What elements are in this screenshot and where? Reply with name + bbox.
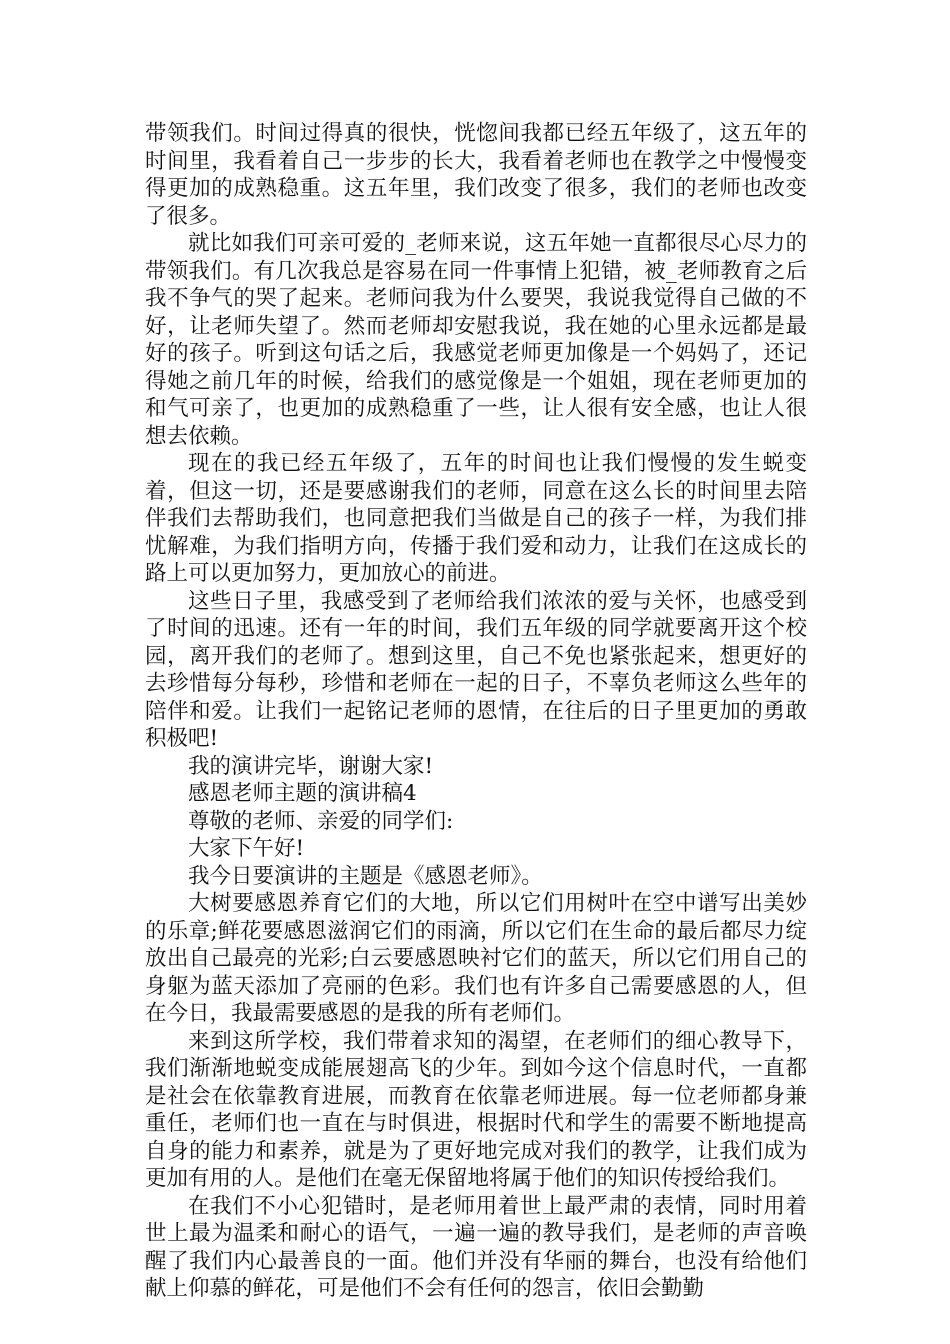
body-paragraph: 带领我们。时间过得真的很快，恍惚间我都已经五年级了，这五年的时间里，我看着自己一步步的长大，我看着老师也在教学之中慢慢变得更加的成熟稳重。这五年里，我们改变了很多，我们的老师也改变了很多。: [145, 121, 807, 229]
body-paragraph: 我今日要演讲的主题是《感恩老师》。: [188, 863, 543, 889]
body-paragraph: 大家下午好!: [188, 836, 305, 861]
body-paragraph: 感恩老师主题的演讲稿4: [188, 781, 417, 806]
body-paragraph: 来到这所学校，我们带着求知的渴望，在老师们的细心教导下，我们渐渐地蜕变成能展翅高飞的少年。到如今这个信息时代，一直都是社会在依靠教育进展，而教育在依靠老师进展。每一位老师都身兼重任，老师们也一直在与时俱进，根据时代和学生的需要不断地提高自身的能力和素养，就是为了更好地完成对我们的教学，让我们成为更加有用的人。是他们在毫无保留地将属于他们的知识传授给我们。: [145, 1028, 807, 1191]
document-body: [145, 120, 807, 1303]
body-paragraph: 就比如我们可亲可爱的_老师来说，这五年她一直都很尽心尽力的带领我们。有几次我总是容易在同一件事情上犯错，被_老师教育之后我不争气的哭了起来。老师问我为什么要哭，我说我觉得自己做的不好，让老师失望了。然而老师却安慰我说，我在她的心里永远都是最好的孩子。听到这句话之后，我感觉老师更加像是一个妈妈了，还记得她之前几年的时候，给我们的感觉像是一个姐姐，现在老师更加的和气可亲了，也更加的成熟稳重了一些，让人很有安全感，也让人很想去依赖。: [145, 231, 807, 449]
body-paragraph: 这些日子里，我感受到了老师给我们浓浓的爱与关怀，也感受到了时间的迅速。还有一年的时间，我们五年级的同学就要离开这个校园，离开我们的老师了。想到这里，自己不免也紧张起来，想更好的去珍惜每分每秒，珍惜和老师在一起的日子，不辜负老师这么些年的陪伴和爱。让我们一起铭记老师的恩情，在往后的日子里更加的勇敢积极吧!: [145, 588, 807, 751]
body-paragraph: 在我们不小心犯错时，是老师用着世上最严肃的表情，同时用着世上最为温柔和耐心的语气，一遍一遍的教导我们，是老师的声音唤醒了我们内心最善良的一面。他们并没有华丽的舞台，也没有给他们献上仰慕的鲜花，可是他们不会有任何的怨言，依旧会勤勤: [145, 1193, 807, 1301]
body-paragraph: 大树要感恩养育它们的大地，所以它们用树叶在空中谱写出美妙的乐章;鲜花要感恩滋润它们的雨滴，所以它们在生命的最后都尽力绽放出自己最亮的光彩;白云要感恩映衬它们的蓝天，所以它们用自己的身躯为蓝天添加了亮丽的色彩。我们也有许多自己需要感恩的人，但在今日，我最需要感恩的是我的所有老师们。: [145, 891, 807, 1026]
body-paragraph: 现在的我已经五年级了，五年的时间也让我们慢慢的发生蜕变着，但这一切，还是要感谢我们的老师，同意在这么长的时间里去陪伴我们去帮助我们，也同意把我们当做是自己的孩子一样，为我们排忧解难，为我们指明方向，传播于我们爱和动力，让我们在这成长的路上可以更加努力，更加放心的前进。: [145, 451, 807, 586]
body-paragraph: 尊敬的老师、亲爱的同学们:: [188, 808, 454, 834]
body-paragraph: 我的演讲完毕，谢谢大家!: [188, 753, 434, 779]
